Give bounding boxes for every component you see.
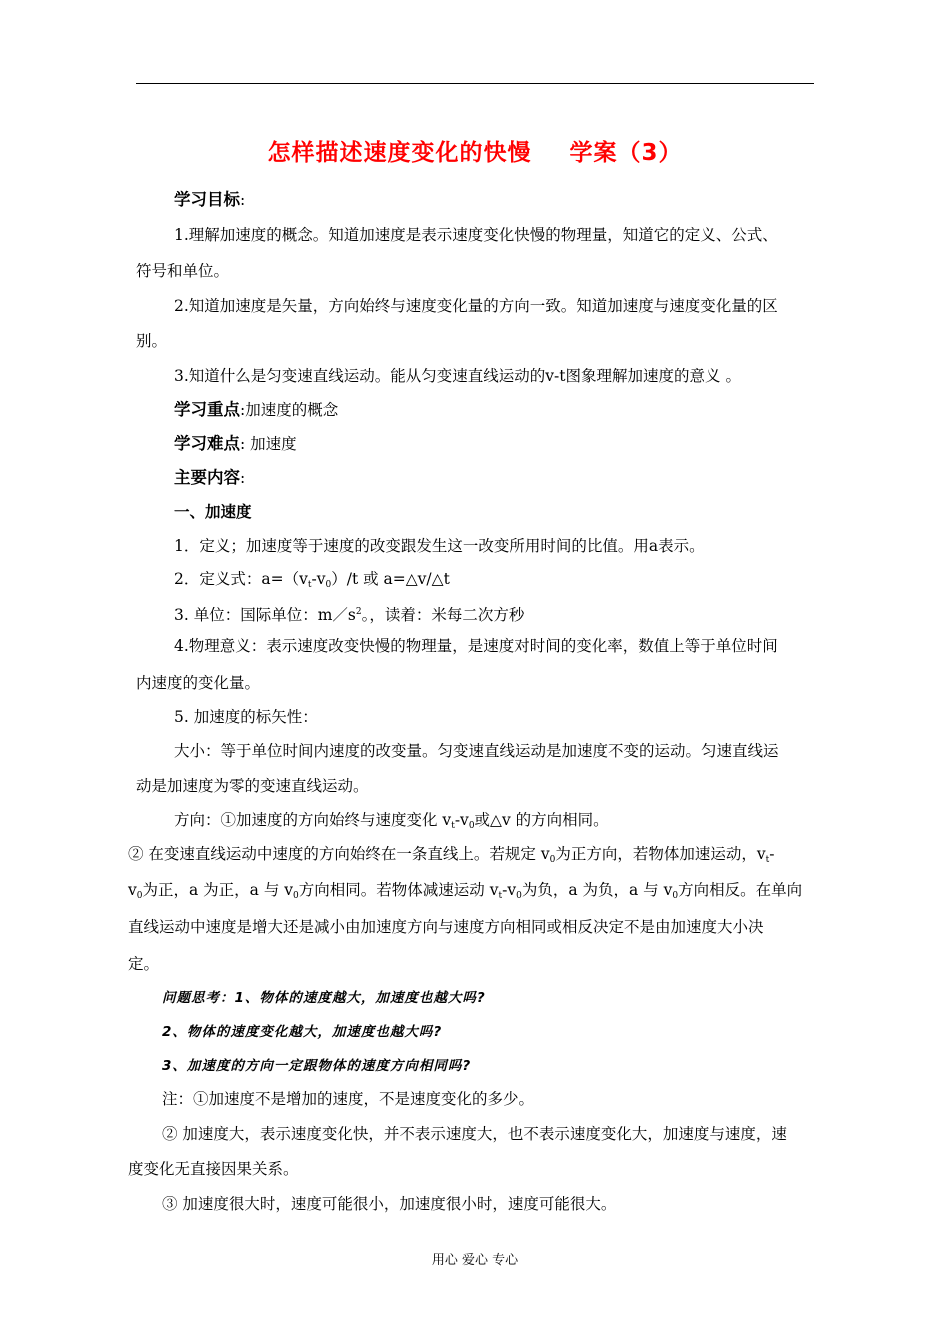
difficulty-heading: 学习难点	[174, 434, 240, 453]
meaning-line-2: 内速度的变化量。	[136, 674, 261, 692]
para2-line-1	[128, 844, 775, 870]
para2-l1-a: ② 在变速直线运动中速度的方向始终在一条直线上。若规定 v	[128, 845, 550, 863]
para2-l2-d: -v	[502, 881, 517, 899]
direction-sub-0: 0	[468, 821, 475, 831]
note-2-line-2: 度变化无直接因果关系。	[128, 1160, 299, 1178]
para2-l1-b: 为正方向，若物体加速运动，v	[555, 845, 766, 863]
objectives-heading-line	[174, 190, 245, 210]
para2-l2-subt: t	[498, 891, 503, 901]
unit-sup: 2	[355, 607, 362, 617]
note-2-line-1: ② 加速度大，表示速度变化快，并不表示速度大，也不表示速度变化大，加速度与速度，速	[162, 1125, 787, 1143]
para2-line-3: 直线运动中速度是增大还是减小由加速度方向与速度方向相同或相反决定不是由加速度大小决	[128, 918, 764, 936]
objective-2-line-1: 2.知道加速度是矢量，方向始终与速度变化量的方向一致。知道加速度与速度变化量的区	[174, 297, 778, 315]
page-title	[0, 134, 950, 167]
direction	[174, 810, 609, 836]
para2-l2-sub0a: 0	[136, 891, 143, 901]
direction-prefix: 方向：①加速度的方向始终与速度变化 v	[174, 811, 452, 829]
objective-1-line-2: 符号和单位。	[136, 262, 230, 280]
direction-rest: 或△v 的方向相同。	[474, 811, 609, 829]
page-footer: 用心 爱心 专心	[431, 1253, 519, 1268]
para2-l1-c: -	[769, 845, 775, 863]
para2-l2-c: 方向相同。若物体减速运动 v	[298, 881, 499, 899]
definition: 1．定义；加速度等于速度的改变跟发生这一改变所用时间的比值。用a表示。	[174, 537, 705, 555]
vector-heading: 5. 加速度的标矢性：	[174, 708, 318, 726]
note-3: ③ 加速度很大时，速度可能很小，加速度很小时，速度可能很大。	[162, 1195, 617, 1213]
title-suffix: 学案（3）	[569, 140, 683, 166]
objectives-heading: 学习目标	[174, 190, 240, 209]
content-heading: 主要内容	[174, 468, 240, 487]
direction-mid: -v	[454, 811, 469, 829]
objectives-colon: :	[240, 191, 246, 209]
para2-l2-sub0d: 0	[672, 891, 679, 901]
para2-l1-subt: t	[765, 855, 770, 865]
section-1-heading: 一、加速度	[174, 503, 252, 521]
magnitude-line-2: 动是加速度为零的变速直线运动。	[136, 777, 369, 795]
para2-line-4: 定。	[128, 955, 160, 973]
unit-rest: 。，读着：米每二次方秒	[361, 606, 525, 624]
para2-l2-f: 方向相反。在单向	[678, 881, 803, 899]
think-question-3: 3、加速度的方向一定跟物体的速度方向相同吗?	[162, 1058, 472, 1074]
objective-3: 3.知道什么是匀变速直线运动。能从匀变速直线运动的v-t图象理解加速度的意义 。	[174, 367, 741, 385]
para2-l2-a: v	[128, 881, 137, 899]
formula	[174, 569, 450, 595]
magnitude-line-1: 大小：等于单位时间内速度的改变量。匀变速直线运动是加速度不变的运动。匀速直线运	[174, 742, 779, 760]
note-1: 注：①加速度不是增加的速度，不是速度变化的多少。	[162, 1090, 535, 1108]
meaning-line-1: 4.物理意义：表示速度改变快慢的物理量，是速度对时间的变化率，数值上等于单位时间	[174, 637, 778, 655]
formula-prefix: 2．定义式：a=（v	[174, 570, 308, 588]
think-question-1: 问题思考：1、物体的速度越大，加速度也越大吗?	[162, 990, 486, 1006]
key-point-text: :加速度的概念	[240, 401, 339, 419]
para2-l2-b: 为正，a 为正，a 与 v	[142, 881, 294, 899]
title-main: 怎样描述速度变化的快慢	[267, 140, 532, 166]
header-rule	[136, 83, 814, 84]
objective-1-line-1: 1.理解加速度的概念。知道加速度是表示速度变化快慢的物理量，知道它的定义、公式、	[174, 226, 778, 244]
difficulty-line	[174, 434, 297, 454]
direction-sub-t: t	[451, 821, 455, 831]
think-question-2: 2、物体的速度变化越大，加速度也越大吗?	[162, 1024, 443, 1040]
formula-rest: ）/t 或 a=△v/△t	[331, 570, 450, 588]
content-colon: :	[240, 469, 246, 487]
para2-l2-sub0b: 0	[293, 891, 299, 901]
formula-sub-t: t	[307, 580, 312, 590]
unit-prefix: 3. 单位：国际单位：m／s	[174, 606, 356, 624]
para2-line-2	[128, 880, 802, 906]
para2-l1-sub0: 0	[549, 855, 556, 865]
key-point-line	[174, 400, 338, 420]
para2-l2-e: 为负，a 为负，a 与 v	[521, 881, 673, 899]
para2-l2-sub0c: 0	[516, 891, 522, 901]
formula-minus: -v	[311, 570, 326, 588]
objective-2-line-2: 别。	[136, 332, 168, 350]
content-heading-line	[174, 468, 245, 488]
formula-sub-0: 0	[325, 580, 332, 590]
difficulty-text: : 加速度	[240, 435, 297, 453]
unit	[174, 602, 524, 625]
key-point-heading: 学习重点	[174, 400, 240, 419]
